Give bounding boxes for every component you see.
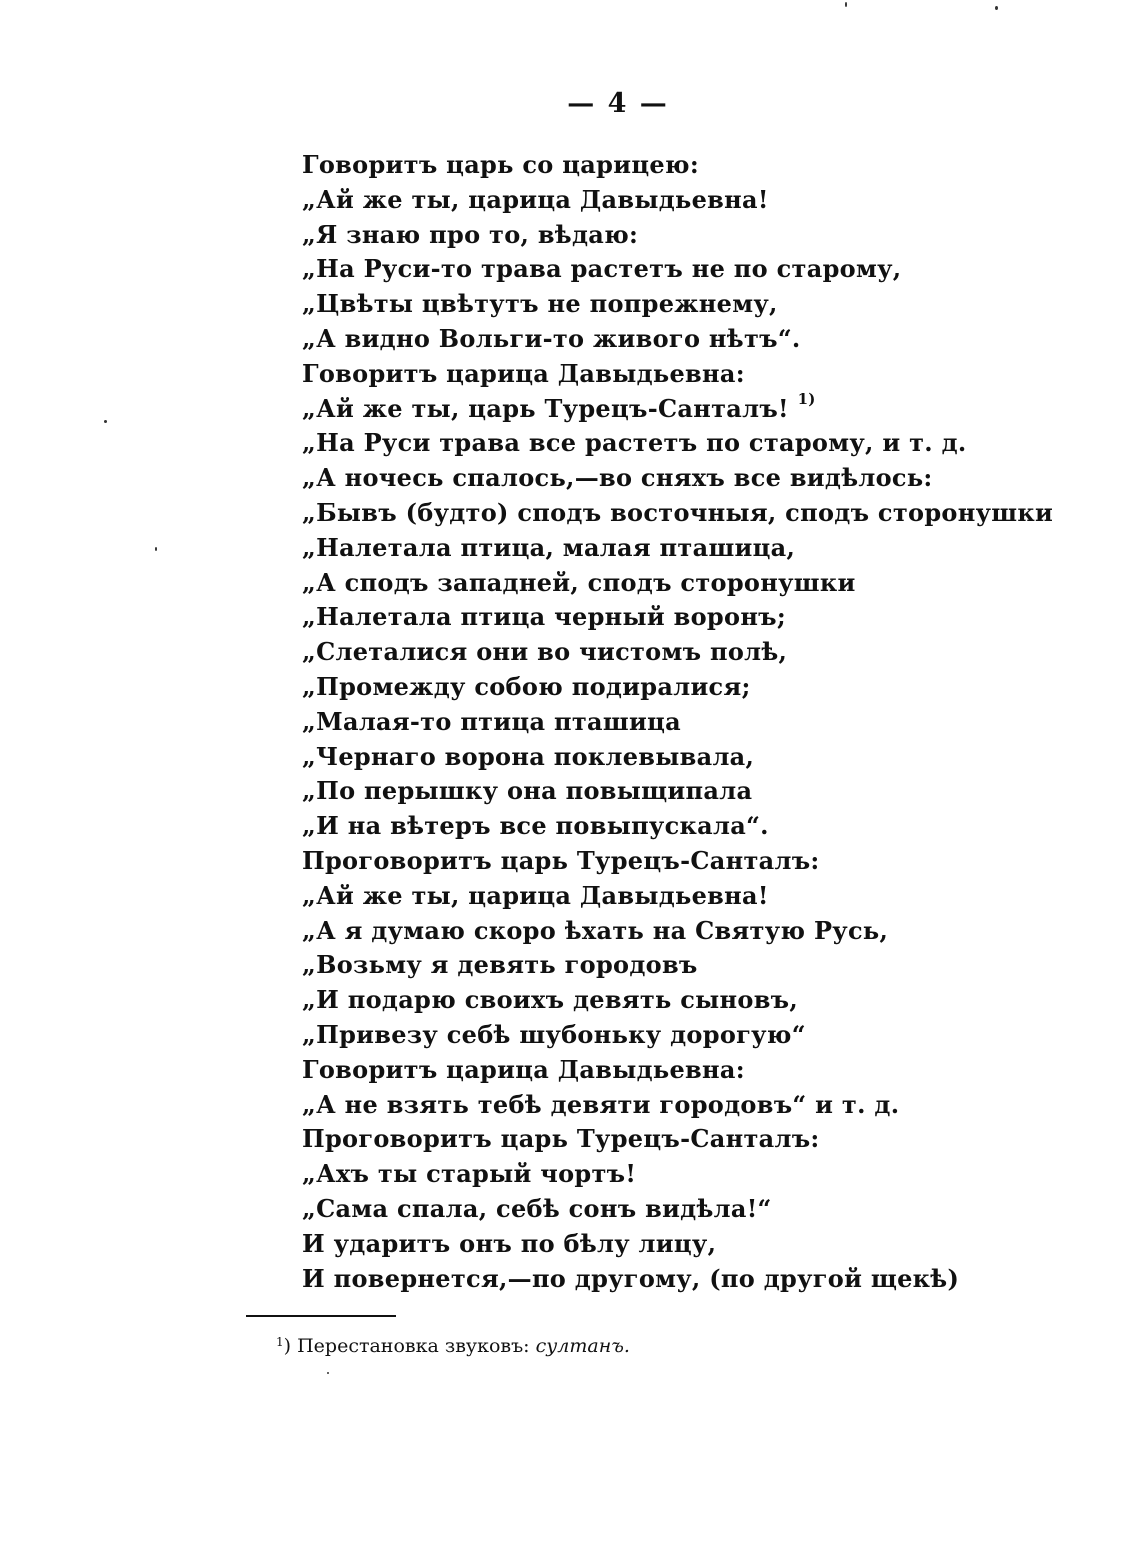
verse-line: „Ай же ты, царица Давыдьевна!: [302, 880, 769, 910]
scan-speck: [155, 547, 157, 551]
verse-line: Говоритъ царица Давыдьевна:: [302, 1054, 745, 1084]
verse-line: „Привезу себѣ шубоньку дорогую“: [302, 1019, 806, 1049]
verse-line: „Сама спала, себѣ сонъ видѣла!“: [302, 1193, 772, 1223]
verse-line: „На Руси трава все растетъ по старому, и т. д.: [302, 428, 967, 458]
page-number: — 4 —: [567, 88, 669, 119]
verse-line: Говоритъ царь со царицею:: [302, 150, 699, 179]
verse-line: „А сподъ западней, сподъ сторонушки: [302, 567, 856, 597]
verse-line: Проговоритъ царь Турецъ-Санталъ:: [302, 845, 820, 875]
verse-line: „А видно Вольги-то живого нѣтъ“.: [302, 323, 801, 353]
scan-speck: [327, 1372, 329, 1374]
footnote-reference[interactable]: 1): [797, 389, 816, 408]
footnote-emphasis: султанъ.: [535, 1335, 630, 1357]
footnote: [276, 1335, 630, 1357]
verse-line: И повернется,—по другому, (по другой щекѣ): [302, 1263, 960, 1293]
scan-speck: [845, 2, 847, 7]
verse-line: „Цвѣты цвѣтутъ не попрежнему,: [302, 289, 778, 319]
footnote-divider: [246, 1315, 396, 1317]
verse-line: „А не взять тебѣ девяти городовъ“ и т. д.: [302, 1089, 900, 1119]
verse-line: Проговоритъ царь Турецъ-Санталъ:: [302, 1124, 820, 1154]
verse-line: И ударитъ онъ по бѣлу лицу,: [302, 1228, 717, 1258]
footnote-text: Перестановка звуковъ:: [297, 1335, 536, 1357]
verse-line: „Я знаю про то, вѣдаю:: [302, 219, 639, 249]
verse-line: „Налетала птица, малая пташица,: [302, 532, 796, 562]
verse-line: „Малая-то птица пташица: [302, 706, 681, 736]
footnote-marker: 1: [276, 1335, 284, 1349]
verse-line: „Чернаго ворона поклевывала,: [302, 741, 755, 771]
verse-line: „Налетала птица черный воронъ;: [302, 602, 787, 632]
verse-line: „Промежду собою подиралися;: [302, 671, 751, 701]
verse-line: „По перышку она повыщипала: [302, 776, 753, 806]
verse-line: „На Руси-то трава растетъ не по старому,: [302, 254, 902, 284]
verse-line: „Слеталися они во чистомъ полѣ,: [302, 637, 788, 667]
verse-line-with-footnote: [302, 389, 1102, 427]
verse-line: „Бывъ (будто) сподъ восточныя, сподъ сторонушки: [302, 497, 1054, 527]
scan-speck: [995, 6, 998, 10]
verse-line: „И подарю своихъ девять сыновъ,: [302, 985, 799, 1015]
verse-line-text: „Ай же ты, царь Турецъ-Санталъ!: [302, 393, 798, 423]
verse-line: „Ахъ ты старый чортъ!: [302, 1159, 637, 1189]
scan-speck: [104, 420, 107, 423]
verse-line: „И на вѣтеръ все повыпускала“.: [302, 811, 769, 841]
verse-block: [302, 148, 1102, 1296]
verse-line: Говоритъ царица Давыдьевна:: [302, 358, 745, 388]
verse-line: „А я думаю скоро ѣхать на Святую Русь,: [302, 915, 889, 945]
verse-line: „А ночесь спалось,—во сняхъ все видѣлось:: [302, 463, 933, 493]
verse-line: „Ай же ты, царица Давыдьевна!: [302, 184, 769, 214]
footnote-marker-suffix: ): [283, 1335, 298, 1357]
verse-line: „Возьму я девять городовъ: [302, 950, 698, 980]
